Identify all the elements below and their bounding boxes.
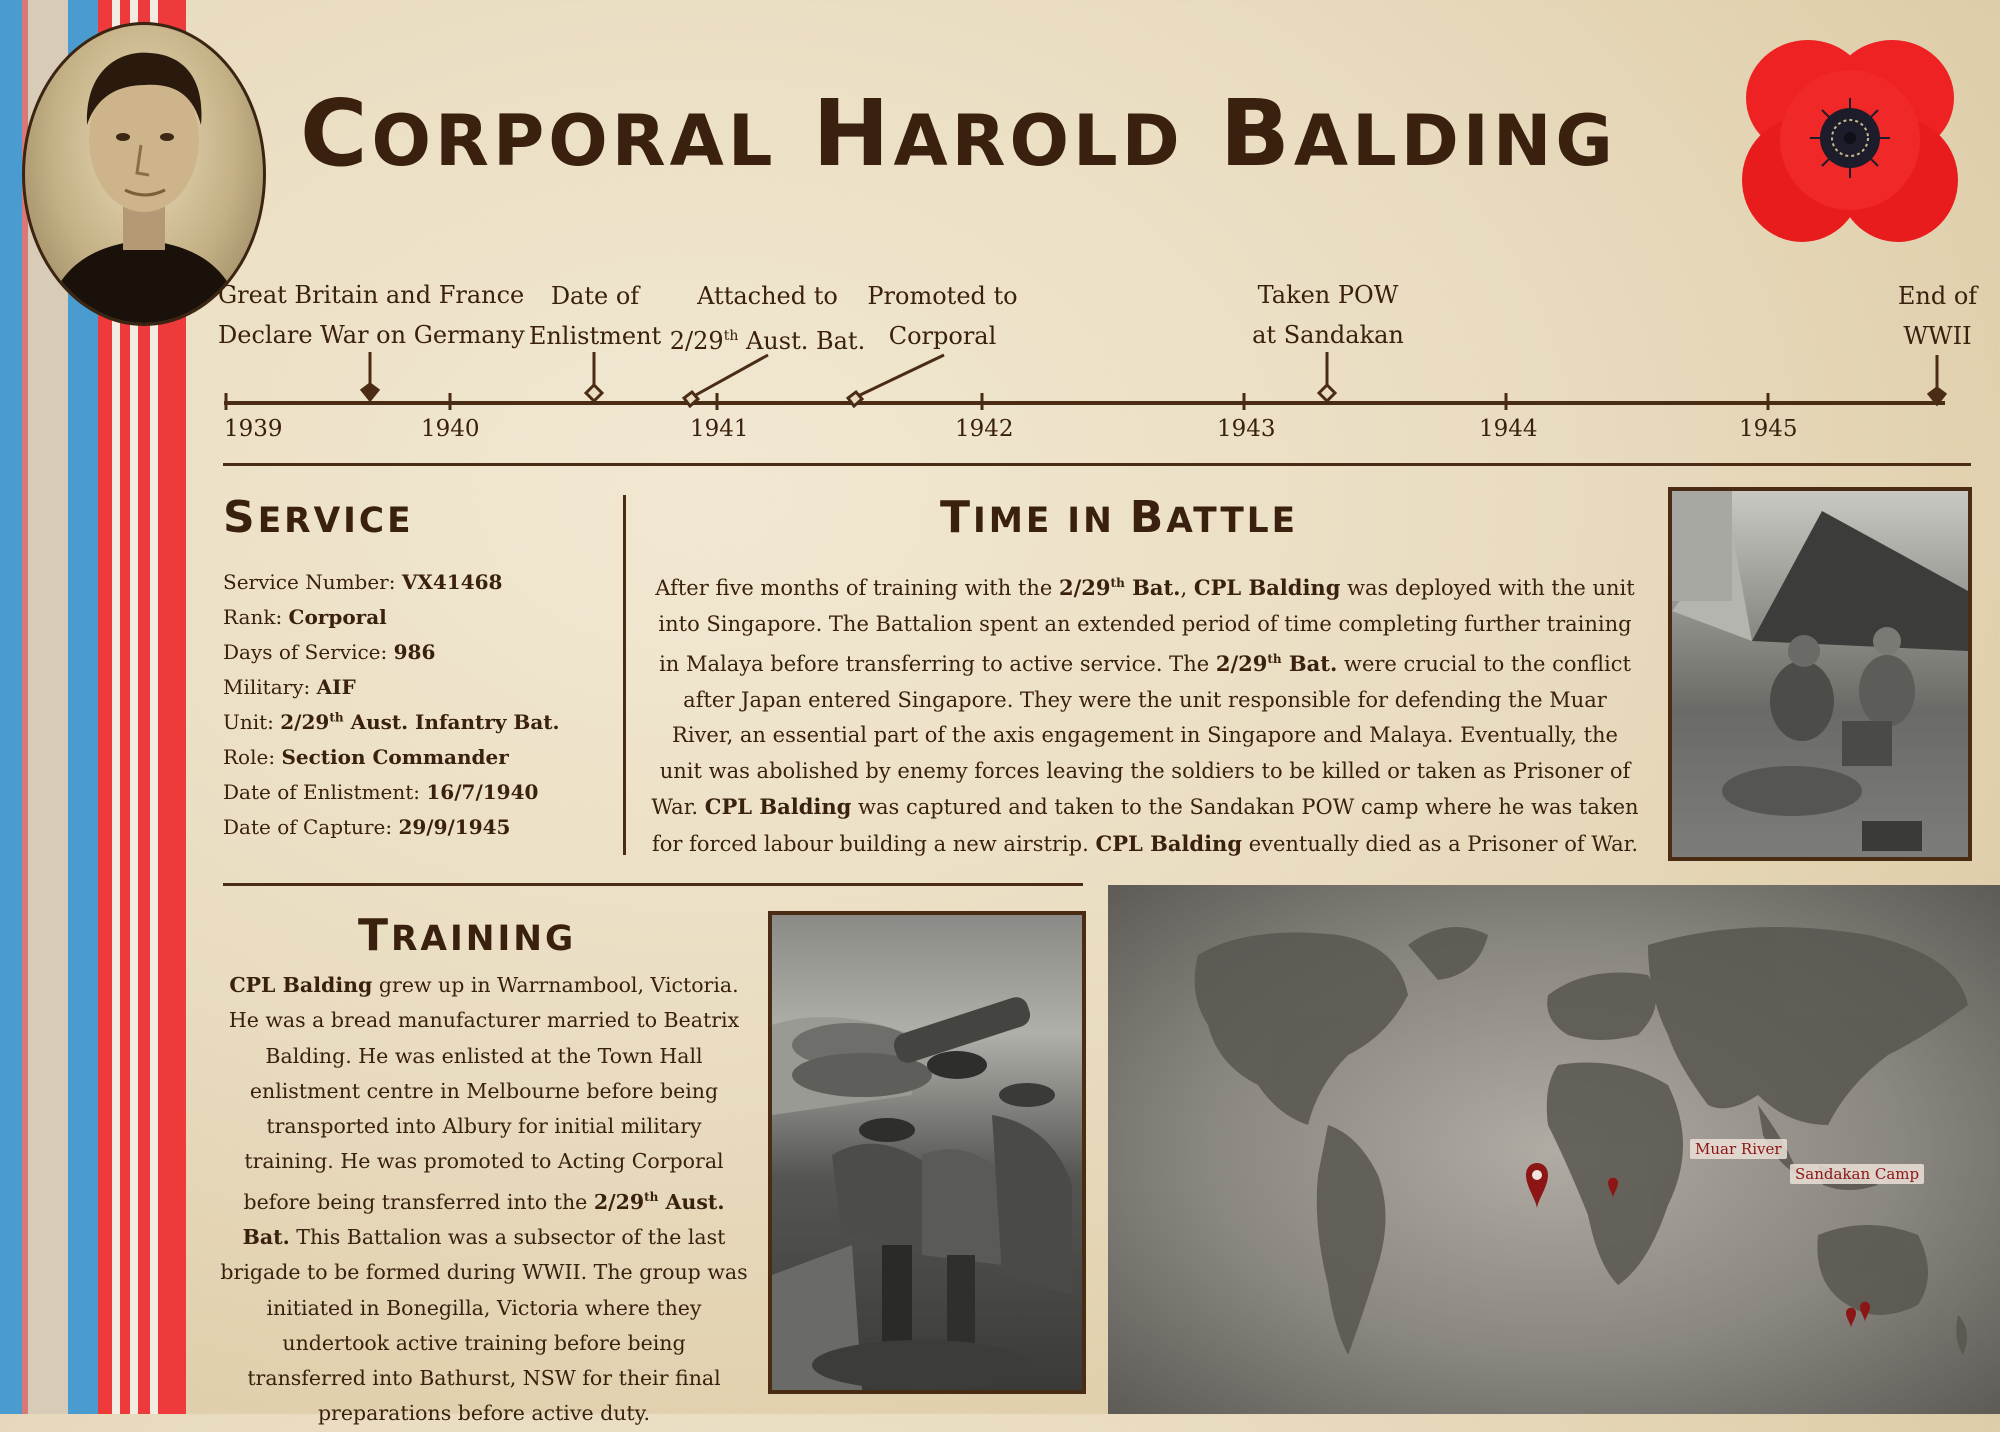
vertical-divider bbox=[623, 495, 626, 855]
service-heading: SERVICE bbox=[223, 492, 414, 543]
service-rank: Rank: Corporal bbox=[223, 605, 387, 629]
service-unit: Unit: 2/29th Aust. Infantry Bat. bbox=[223, 710, 560, 734]
service-enlistment-date: Date of Enlistment: 16/7/1940 bbox=[223, 780, 539, 804]
year-1942: 1942 bbox=[955, 416, 1014, 442]
stripe-blue-left bbox=[0, 0, 22, 1414]
divider-training bbox=[223, 883, 1083, 886]
service-role: Role: Section Commander bbox=[223, 745, 509, 769]
timeline-event-pow: Taken POW at Sandakan bbox=[1252, 281, 1404, 349]
training-heading: TRAINING bbox=[358, 910, 577, 961]
service-number: Service Number: VX41468 bbox=[223, 570, 503, 594]
map-label-sandakan-camp: Sandakan Camp bbox=[1790, 1164, 1924, 1184]
timeline-event-attached: Attached to 2/29th Aust. Bat. bbox=[669, 282, 866, 355]
battle-paragraph: After five months of training with the 2/29th Bat., CPL Balding was deployed with the unit into Singapore. The Battalion spent an extended period of time completing further training in Malaya before transferring to active service. The 2/29th Bat. were crucial to the conflict after Japan entered Singapore. They were the unit responsible for defending the Muar River, an essential part of the axis engagement in Singapore and Malaya. Eventually, the unit was abolished by enemy forces leaving the soldiers to be killed or taken as Prisoner of War. CPL Balding was captured and taken to the Sandakan POW camp where he was taken for forced labour building a new airstrip. CPL Balding eventually died as a Prisoner of War. bbox=[651, 575, 1639, 856]
year-1939: 1939 bbox=[224, 416, 283, 442]
poppy-icon bbox=[1740, 28, 1960, 258]
timeline-event-promoted: Promoted to Corporal bbox=[867, 282, 1018, 350]
world-map bbox=[1108, 885, 2000, 1414]
service-capture-date: Date of Capture: 29/9/1945 bbox=[223, 815, 511, 839]
soldiers-photo bbox=[768, 911, 1086, 1394]
service-military: Military: AIF bbox=[223, 675, 356, 699]
year-1944: 1944 bbox=[1479, 416, 1538, 442]
camp-photo bbox=[1668, 487, 1972, 861]
training-paragraph: CPL Balding grew up in Warrnambool, Victoria. He was a bread manufacturer married to Beatrix Balding. He was enlisted at the Town Hall enlistment centre in Melbourne before being transported into Albury for initial military training. He was promoted to Acting Corporal before being transferred into the 2/29th Aust. Bat. This Battalion was a subsector of the last brigade to be formed during WWII. The group was initiated in Bonegilla, Victoria where they undertook active training before being transferred into Bathurst, NSW for their final preparations before active duty. bbox=[220, 973, 748, 1426]
timeline-event-enlistment: Date of Enlistment bbox=[528, 282, 662, 350]
timeline-event-war-declared: Great Britain and France Declare War on Germany bbox=[218, 281, 525, 349]
map-label-muar-river: Muar River bbox=[1690, 1139, 1787, 1159]
timeline-event-end-wwii: End of WWII bbox=[1897, 282, 1978, 350]
year-1945: 1945 bbox=[1739, 416, 1798, 442]
battle-heading: TIME IN BATTLE bbox=[940, 492, 1299, 543]
year-1941: 1941 bbox=[690, 416, 749, 442]
year-1940: 1940 bbox=[421, 416, 480, 442]
divider-under-timeline bbox=[223, 463, 1971, 466]
timeline-axis bbox=[0, 340, 2000, 410]
continents bbox=[1108, 885, 2000, 1414]
service-days: Days of Service: 986 bbox=[223, 640, 436, 664]
page-title: CORPORAL HAROLD BALDING bbox=[300, 80, 1617, 187]
year-1943: 1943 bbox=[1217, 416, 1276, 442]
